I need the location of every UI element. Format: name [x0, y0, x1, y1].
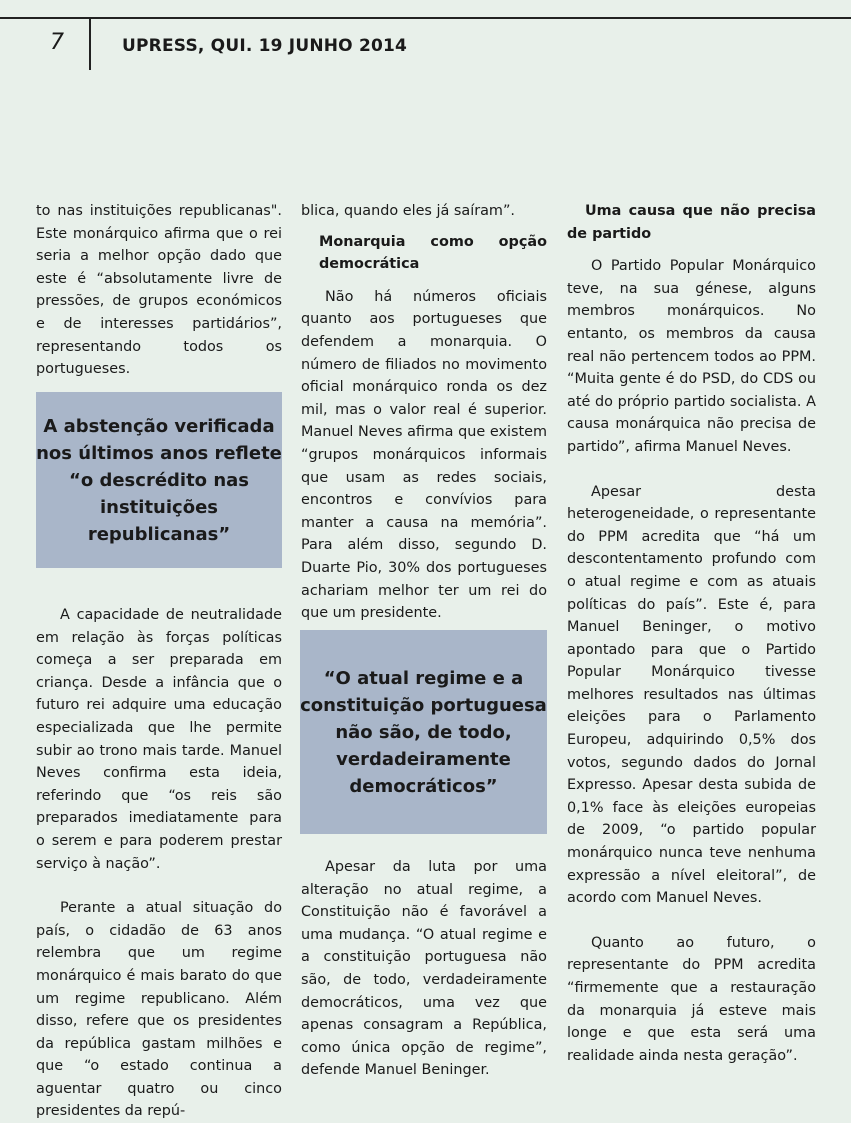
section-heading: Monarquia como opção democrática — [319, 233, 547, 273]
paragraph: blica, quando eles já saíram”. — [301, 203, 515, 219]
header-divider — [89, 18, 91, 70]
paragraph: to nas instituições republicanas". Este monárquico afirma que o rei seria a melhor opção dado que este é “absolutamente livre de pressões, de grupos económicos e de interesses partidários”, representando todos os portugueses. — [36, 203, 282, 378]
publication-header: UPRESS, QUI. 19 JUNHO 2014 — [122, 36, 408, 56]
column-3 — [567, 200, 816, 1067]
paragraph: Apesar da luta por uma alteração no atual regime, a Constituição não é favorável a uma mudança. “O atual regime e a constituição portuguesa não são, de todo, verdadeiramente democráticos, uma vez que apenas consagram a República, como única opção de regime”, defende Manuel Beninger. — [301, 859, 547, 1079]
section-heading: Uma causa que não precisa de partido — [567, 203, 816, 242]
column-2-continued — [301, 856, 547, 1082]
column-2 — [301, 200, 547, 625]
paragraph: Apesar desta heterogeneidade, o representante do PPM acredita que “há um descontentamento profundo com o atual regime e com as atuais políticas do país”. Este é, para Manuel Beninger, o motivo apontado para que o Partido Popular Monárquico tivesse melhores resultados nas últimas eleições para o Parlamento Europeu, adquirindo 0,5% dos votos, segundo dados do Jornal Expresso. Apesar desta subida de 0,1% face às eleições europeias de 2009, “o partido popular monárquico nunca teve nenhuma expressão a nível eleitoral”, de acordo com Manuel Neves. — [567, 483, 816, 907]
pull-quote-1 — [36, 392, 282, 568]
paragraph: Perante a atual situação do país, o cidadão de 63 anos relembra que um regime monárquico é mais barato do que um regime republicano. Além disso, refere que os presidentes da república gastam milhões e que “o estado continua a aguentar quatro ou cinco presidentes da repú- — [36, 900, 282, 1120]
paragraph: Não há números oficiais quanto aos portugueses que defendem a monarquia. O número de filiados no movimento oficial monárquico ronda os dez mil, mas o valor real é superior. Manuel Neves afirma que existem “grupos monárquicos informais que usam as redes sociais, encontros e convívios para manter a causa na memória”. Para além disso, segundo D. Duarte Pio, 30% dos portugueses achariam melhor ter um rei do que um presidente. — [301, 288, 547, 622]
pull-quote-2 — [300, 630, 547, 834]
pull-quote-text: A abstenção verificada nos últimos anos reflete “o descrédito nas instituições republicanas” — [36, 415, 282, 545]
paragraph: Quanto ao futuro, o representante do PPM acredita “firmemente que a restauração da monarquia já esteve mais longe e que esta será uma realidade ainda nesta geração”. — [567, 934, 816, 1064]
paragraph: O Partido Popular Monárquico teve, na sua génese, alguns membros monárquicos. No entanto, os membros da causa real não pertencem todos ao PPM. “Muita gente é do PSD, do CDS ou até do próprio partido socialista. A causa monárquica não precisa de partido”, afirma Manuel Neves. — [567, 258, 816, 455]
header-rule — [0, 17, 851, 19]
column-1-continued — [36, 604, 282, 1123]
paragraph: A capacidade de neutralidade em relação às forças políticas começa a ser preparada em criança. Desde a infância que o futuro rei adquire uma educação especializada que lhe permite subir ao trono mais tarde. Manuel Neves confirma esta ideia, referindo que “os reis são preparados imediatamente para o serem e para poderem prestar serviço à nação”. — [36, 607, 282, 872]
column-1 — [36, 200, 282, 381]
pull-quote-text: “O atual regime e a constituição portuguesa não são, de todo, verdadeiramente democráticos” — [300, 667, 547, 797]
page-number: 7 — [50, 30, 64, 55]
